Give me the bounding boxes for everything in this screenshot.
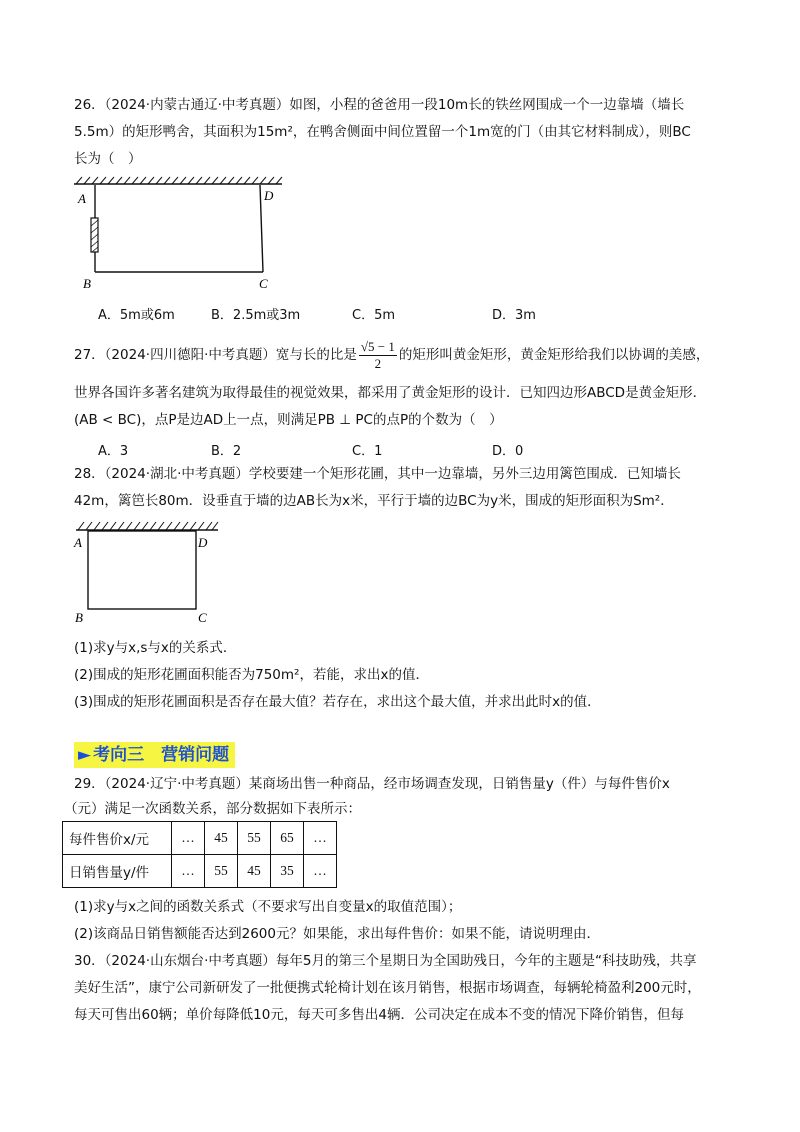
q27-option-d[interactable]: D．0 [492,444,524,459]
q29-sub-2: (2)该商品日销售额能否达到2600元？如果能，求出每件售价：如果不能，请说明理由． [74,926,600,942]
table-cell: 65 [271,822,304,855]
q28-sub-1: (1)求y与x,s与x的关系式． [74,640,237,656]
price-sales-table [62,821,337,888]
table-row [63,855,337,888]
table-cell: … [304,822,337,855]
q30-line-2: 美好生活”，康宁公司新研发了一批便携式轮椅计划在该月销售，根据市场调查，每辆轮椅盈利200元时， [74,980,701,996]
q28-garden-figure [68,516,228,628]
q26-label-b: B [83,276,91,291]
q28-line-1: 28．（2024·湖北·中考真题）学校要建一个矩形花圃，其中一边靠墙，另外三边用篱笆围成．已知墙长 [74,466,681,482]
q27-line-1 [74,338,709,372]
section-heading [74,742,235,768]
q28-label-d: D [198,535,208,550]
q27-line-2: 世界各国许多著名建筑为取得最佳的视觉效果，都采用了黄金矩形的设计．已知四边形ABCD是黄金矩形． [74,385,707,401]
q27-option-c[interactable]: C．1 [352,444,383,459]
q26-option-c[interactable]: C．5m [352,308,396,323]
q27-option-a[interactable]: A．3 [98,444,129,459]
golden-ratio-fraction [359,339,397,372]
q26-side-cd [260,185,263,272]
fraction-numerator: √5 − 1 [360,338,395,354]
q27-line-3: (AB < BC)，点P是边AD上一点，则满足PB ⊥ PC的点P的个数为（ ） [74,412,503,428]
q29-line-2: （元）满足一次函数关系，部分数据如下表所示： [64,801,361,817]
table-cell: 45 [238,855,271,888]
section-heading-title: 考向三 营销问题 [93,745,230,765]
table-row [63,822,337,855]
q28-label-b: B [75,610,83,625]
q26-label-d: D [264,188,274,203]
q28-label-c: C [198,610,207,625]
table-cell: 55 [238,822,271,855]
q27-line-1-post: 的矩形叫黄金矩形，黄金矩形给我们以协调的美感， [398,347,710,363]
q27-line-1-pre: 27．（2024·四川德阳·中考真题）宽与长的比是 [74,347,357,363]
q26-duck-coop-figure [66,176,292,296]
q26-wall-hatching [76,177,282,184]
q26-label-c: C [259,276,268,291]
row-header-sales: 日销售量y/件 [63,855,172,888]
table-cell: … [304,855,337,888]
table-cell: … [172,855,205,888]
q28-sub-2: (2)围成的矩形花圃面积能否为750m²，若能，求出x的值． [74,667,429,683]
q26-option-d[interactable]: D．3m [492,308,536,323]
q26-line-3: 长为（ ） [74,151,142,167]
q26-label-a: A [78,191,86,206]
q26-line-2: 5.5m）的矩形鸭舍，其面积为15m²，在鸭舍侧面中间位置留一个1m宽的门（由其它材料制成），则BC [74,124,691,140]
q29-line-1: 29．（2024·辽宁·中考真题）某商场出售一种商品，经市场调查发现，日销售量y（件）与每件售价x [74,776,670,792]
row-header-price: 每件售价x/元 [63,822,172,855]
table-cell: 35 [271,855,304,888]
q26-line-1: 26．（2024·内蒙古通辽·中考真题）如图，小程的爸爸用一段10m长的铁丝网围成一个一边靠墙（墙长 [74,97,685,113]
q26-option-a[interactable]: A．5m或6m [98,308,175,323]
q28-garden-rectangle [88,531,196,609]
q28-wall-hatching [78,522,218,530]
q27-option-b[interactable]: B．2 [211,444,242,459]
table-cell: … [172,822,205,855]
q26-option-b[interactable]: B．2.5m或3m [211,308,301,323]
q28-sub-3: (3)围成的矩形花圃面积是否存在最大值？若存在，求出这个最大值，并求出此时x的值． [74,694,601,710]
q30-line-1: 30．（2024·山东烟台·中考真题）每年5月的第三个星期日为全国助残日，今年的主题是“科技助残，共享 [74,953,697,969]
q28-label-a: A [74,535,82,550]
q29-sub-1: (1)求y与x之间的函数关系式（不要求写出自变量x的取值范围）； [74,899,462,915]
q28-line-2: 42m，篱笆长80m．设垂直于墙的边AB长为x米，平行于墙的边BC为y米，围成的矩形面积为Sm²． [74,493,674,509]
triangle-marker-icon: ► [78,745,92,765]
table-cell: 45 [205,822,238,855]
fraction-denominator: 2 [374,355,382,371]
table-cell: 55 [205,855,238,888]
q30-line-3: 每天可售出60辆；单价每降低10元，每天可多售出4辆．公司决定在成本不变的情况下降价销售，但每 [74,1007,684,1023]
